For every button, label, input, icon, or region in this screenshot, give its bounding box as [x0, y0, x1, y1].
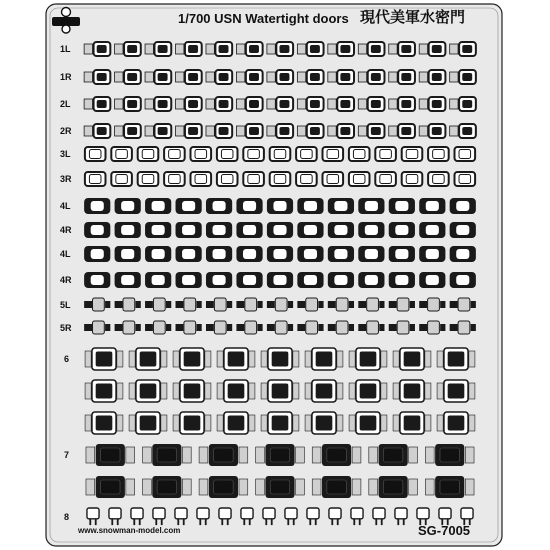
row-label: 1L [60, 44, 71, 54]
door-part [358, 70, 384, 84]
door-part [115, 70, 141, 84]
door-part [328, 42, 354, 56]
door-part [84, 198, 110, 214]
door-part [369, 444, 418, 466]
door-part [375, 172, 396, 186]
door-part [206, 124, 232, 138]
door-part [450, 70, 476, 84]
door-part [328, 272, 354, 288]
door-part [358, 124, 384, 138]
door-part [297, 124, 323, 138]
door-part [419, 124, 445, 138]
door-part [297, 246, 323, 262]
part-row [85, 412, 475, 434]
door-part [297, 42, 323, 56]
door-part [129, 348, 167, 370]
door-part [236, 97, 262, 111]
door-part [145, 272, 171, 288]
door-part [358, 42, 384, 56]
door-part [145, 198, 171, 214]
door-part [267, 124, 293, 138]
door-part [450, 272, 476, 288]
door-part [305, 412, 343, 434]
door-part [328, 124, 354, 138]
door-part [349, 147, 370, 161]
door-part [129, 412, 167, 434]
door-part [358, 222, 384, 238]
door-part [143, 444, 192, 466]
door-part [328, 198, 354, 214]
door-part [84, 70, 110, 84]
door-part [138, 147, 159, 161]
part-row [86, 476, 474, 498]
door-part [236, 246, 262, 262]
door-part [173, 412, 211, 434]
door-part [173, 348, 211, 370]
door-part [393, 348, 431, 370]
door-part [115, 272, 141, 288]
door-part [256, 444, 305, 466]
door-part [267, 272, 293, 288]
door-part [349, 348, 387, 370]
door-part [115, 198, 141, 214]
door-part [236, 70, 262, 84]
row-label: 6 [64, 354, 70, 364]
row-label: 1R [60, 72, 72, 82]
door-part [393, 412, 431, 434]
door-part [86, 444, 135, 466]
door-part [312, 444, 361, 466]
door-part [145, 124, 171, 138]
door-part [349, 380, 387, 402]
door-part [115, 124, 141, 138]
door-part [143, 476, 192, 498]
door-part [389, 272, 415, 288]
door-part [297, 222, 323, 238]
door-part [419, 198, 445, 214]
door-part [267, 70, 293, 84]
part-row [85, 348, 475, 370]
door-part [455, 172, 476, 186]
door-part [389, 222, 415, 238]
row-label: 7 [64, 450, 70, 460]
door-part [236, 222, 262, 238]
door-part [217, 412, 255, 434]
door-part [305, 380, 343, 402]
door-part [85, 348, 123, 370]
door-part [86, 476, 135, 498]
door-part [297, 70, 323, 84]
door-part [450, 222, 476, 238]
door-part [297, 198, 323, 214]
part-row [85, 380, 475, 402]
door-part [85, 147, 106, 161]
door-part [217, 172, 238, 186]
door-part [256, 476, 305, 498]
door-part [328, 97, 354, 111]
door-part [450, 124, 476, 138]
door-part [206, 246, 232, 262]
door-part [145, 246, 171, 262]
door-part [261, 348, 299, 370]
row-label: 2L [60, 99, 71, 109]
door-part [349, 172, 370, 186]
row-label: 4L [60, 249, 71, 259]
door-part [369, 476, 418, 498]
door-part [402, 147, 423, 161]
door-part [328, 246, 354, 262]
door-part [243, 147, 264, 161]
door-part [217, 348, 255, 370]
door-part [111, 147, 132, 161]
door-part [428, 172, 449, 186]
door-part [199, 444, 248, 466]
door-part [389, 97, 415, 111]
door-part [176, 124, 202, 138]
door-part [270, 172, 291, 186]
door-part [296, 172, 317, 186]
door-part [206, 70, 232, 84]
door-part [419, 97, 445, 111]
door-part [199, 476, 248, 498]
door-part [349, 412, 387, 434]
door-part [328, 222, 354, 238]
row-label: 4R [60, 225, 72, 235]
door-part [389, 198, 415, 214]
door-part [358, 272, 384, 288]
door-part [145, 97, 171, 111]
door-part [450, 42, 476, 56]
door-part [176, 272, 202, 288]
door-part [145, 70, 171, 84]
door-part [236, 124, 262, 138]
door-part [358, 246, 384, 262]
door-part [164, 172, 185, 186]
row-label: 4R [60, 275, 72, 285]
door-part [419, 246, 445, 262]
door-part [236, 198, 262, 214]
door-part [111, 172, 132, 186]
door-part [358, 198, 384, 214]
door-part [419, 222, 445, 238]
door-part [173, 380, 211, 402]
door-part [164, 147, 185, 161]
door-part [206, 198, 232, 214]
door-part [419, 70, 445, 84]
door-part [261, 380, 299, 402]
door-part [206, 42, 232, 56]
door-part [85, 380, 123, 402]
door-part [176, 222, 202, 238]
door-part [145, 42, 171, 56]
door-part [296, 147, 317, 161]
website-url[interactable]: www.snowman-model.com [78, 526, 181, 535]
door-part [389, 124, 415, 138]
door-part [176, 42, 202, 56]
door-part [450, 198, 476, 214]
door-part [437, 380, 475, 402]
door-part [243, 172, 264, 186]
door-part [217, 380, 255, 402]
door-part [328, 70, 354, 84]
door-part [84, 97, 110, 111]
door-part [84, 42, 110, 56]
door-part [206, 272, 232, 288]
door-part [389, 42, 415, 56]
sheet-title-chinese: 現代美軍水密門 [360, 9, 466, 26]
row-label: 3R [60, 174, 72, 184]
row-label: 4L [60, 201, 71, 211]
door-part [85, 172, 106, 186]
row-label: 5L [60, 299, 71, 310]
door-part [267, 97, 293, 111]
door-part [267, 42, 293, 56]
door-part [389, 70, 415, 84]
door-part [261, 412, 299, 434]
row-label: 2R [60, 126, 72, 136]
row-label: 3L [60, 149, 71, 159]
door-part [312, 476, 361, 498]
door-part [323, 147, 344, 161]
door-part [450, 97, 476, 111]
door-part [176, 198, 202, 214]
part-row [85, 147, 475, 161]
door-part [402, 172, 423, 186]
door-part [297, 97, 323, 111]
door-part [176, 97, 202, 111]
door-part [176, 70, 202, 84]
snowman-logo [50, 6, 82, 34]
door-part [176, 246, 202, 262]
door-part [129, 380, 167, 402]
door-part [389, 246, 415, 262]
door-part [236, 42, 262, 56]
door-part [84, 222, 110, 238]
door-part [115, 97, 141, 111]
row-label: 8 [64, 512, 70, 522]
door-part [115, 222, 141, 238]
door-part [267, 198, 293, 214]
door-part [84, 272, 110, 288]
door-part [419, 272, 445, 288]
door-part [84, 246, 110, 262]
door-part [206, 97, 232, 111]
door-part [437, 412, 475, 434]
door-part [115, 42, 141, 56]
door-part [393, 380, 431, 402]
door-part [191, 147, 212, 161]
door-part [419, 42, 445, 56]
door-part [267, 246, 293, 262]
door-part [425, 476, 474, 498]
door-part [297, 272, 323, 288]
sheet-title: 1/700 USN Watertight doors [178, 11, 349, 26]
door-part [145, 222, 171, 238]
part-row [85, 172, 475, 186]
door-part [85, 412, 123, 434]
door-part [450, 246, 476, 262]
door-part [358, 97, 384, 111]
door-part [206, 222, 232, 238]
door-part [323, 172, 344, 186]
door-part [191, 172, 212, 186]
door-part [428, 147, 449, 161]
door-part [305, 348, 343, 370]
part-row [86, 444, 474, 466]
door-part [115, 246, 141, 262]
door-part [270, 147, 291, 161]
door-part [267, 222, 293, 238]
door-part [437, 348, 475, 370]
row-label: 5R [60, 322, 72, 333]
door-part [236, 272, 262, 288]
door-part [138, 172, 159, 186]
door-part [425, 444, 474, 466]
product-code: SG-7005 [418, 523, 471, 538]
door-part [455, 147, 476, 161]
door-part [375, 147, 396, 161]
door-part [217, 147, 238, 161]
door-part [84, 124, 110, 138]
